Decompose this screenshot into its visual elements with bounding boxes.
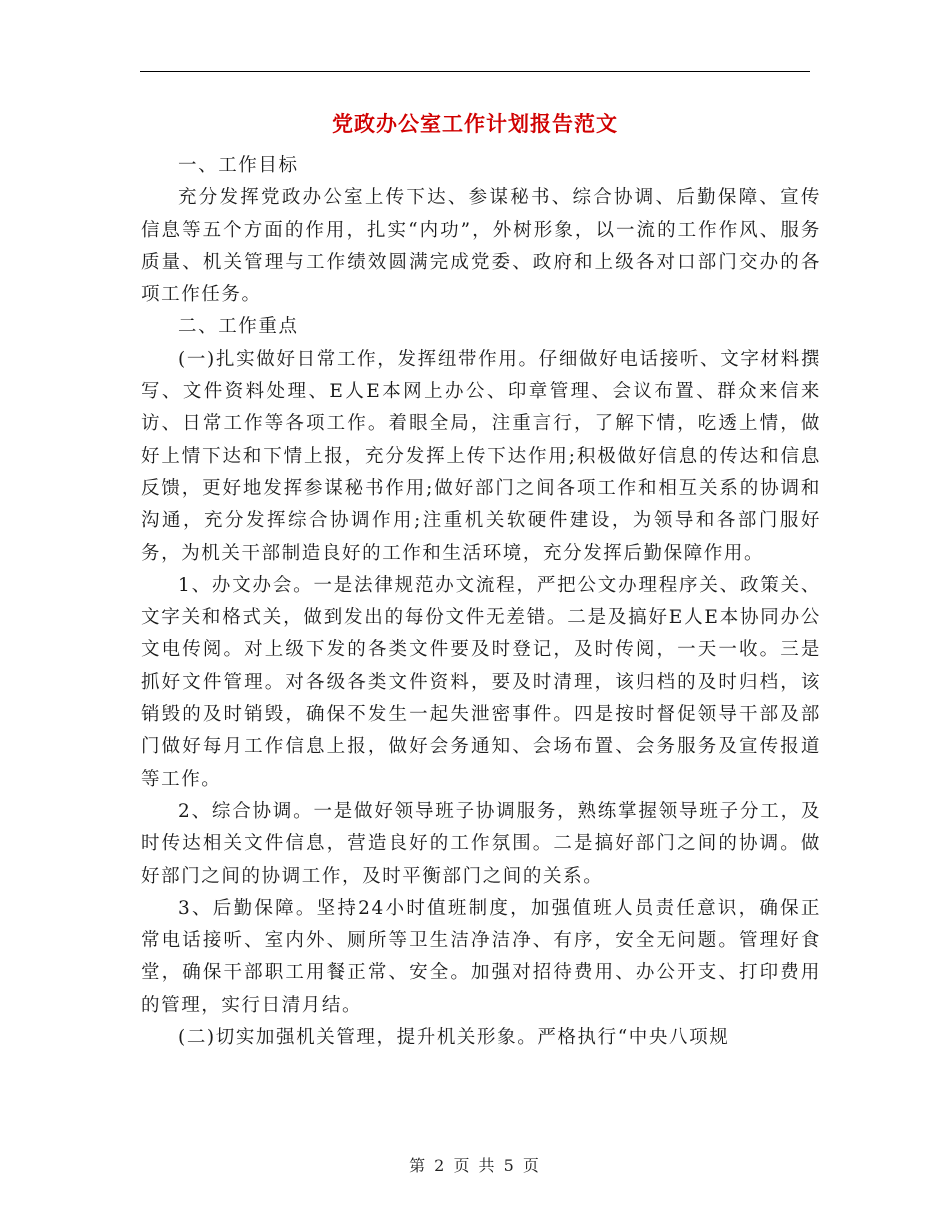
paragraph-heading-focus: 二、工作重点	[178, 316, 299, 338]
paragraph-management: (二)切实加强机关管理，提升机关形象。严格执行“中央八项规	[178, 1027, 730, 1049]
header-rule	[140, 71, 810, 72]
paragraph-coordination: 2、综合协调。一是做好领导班子协调服务，熟练掌握领导班子分工，及时传达相关文件信息，营造良好的工作氛围。二是搞好部门之间的协调。做好部门之间的协调工作，及时平衡部门之间的关系。	[141, 800, 821, 887]
paragraph-heading-goals: 一、工作目标	[178, 155, 299, 176]
paragraph-goals: 充分发挥党政办公室上传下达、参谋秘书、综合协调、后勤保障、宣传信息等五个方面的作用，扎实“内功”，外树形象，以一流的工作作风、服务质量、机关管理与工作绩效圆满完成党委、政府和上级各对口部门交办的各项工作任务。	[141, 187, 821, 306]
document-body	[141, 150, 821, 1054]
document-title: 党政办公室工作计划报告范文	[332, 111, 618, 136]
page-footer: 第 2 页 共 5 页	[409, 1156, 541, 1175]
paragraph-logistics: 3、后勤保障。坚持24小时值班制度，加强值班人员责任意识，确保正常电话接听、室内外、厕所等卫生洁净洁净、有序，安全无问题。管理好食堂，确保干部职工用餐正常、安全。加强对招待费用、办公开支、打印费用的管理，实行日清月结。	[141, 897, 821, 1016]
paragraph-documents-meetings: 1、办文办会。一是法律规范办文流程，严把公文办理程序关、政策关、文字关和格式关，做到发出的每份文件无差错。二是及搞好E人E本协同办公文电传阅。对上级下发的各类文件要及时登记，及时传阅，一天一收。三是抓好文件管理。对各级各类文件资料，要及时清理，该归档的及时归档，该销毁的及时销毁，确保不发生一起失泄密事件。四是按时督促领导干部及部门做好每月工作信息上报，做好会务通知、会场布置、会务服务及宣传报道等工作。	[141, 574, 821, 790]
paragraph-daily-work: (一)扎实做好日常工作，发挥纽带作用。仔细做好电话接听、文字材料撰写、文件资料处理、E人E本网上办公、印章管理、会议布置、群众来信来访、日常工作等各项工作。着眼全局，注重言行，了解下情，吃透上情，做好上情下达和下情上报，充分发挥上传下达作用;积极做好信息的传达和信息反馈，更好地发挥参谋秘书作用;做好部门之间各项工作和相互关系的协调和沟通，充分发挥综合协调作用;注重机关软硬件建设，为领导和各部门服好务，为机关干部制造良好的工作和生活环境，充分发挥后勤保障作用。	[141, 348, 821, 564]
